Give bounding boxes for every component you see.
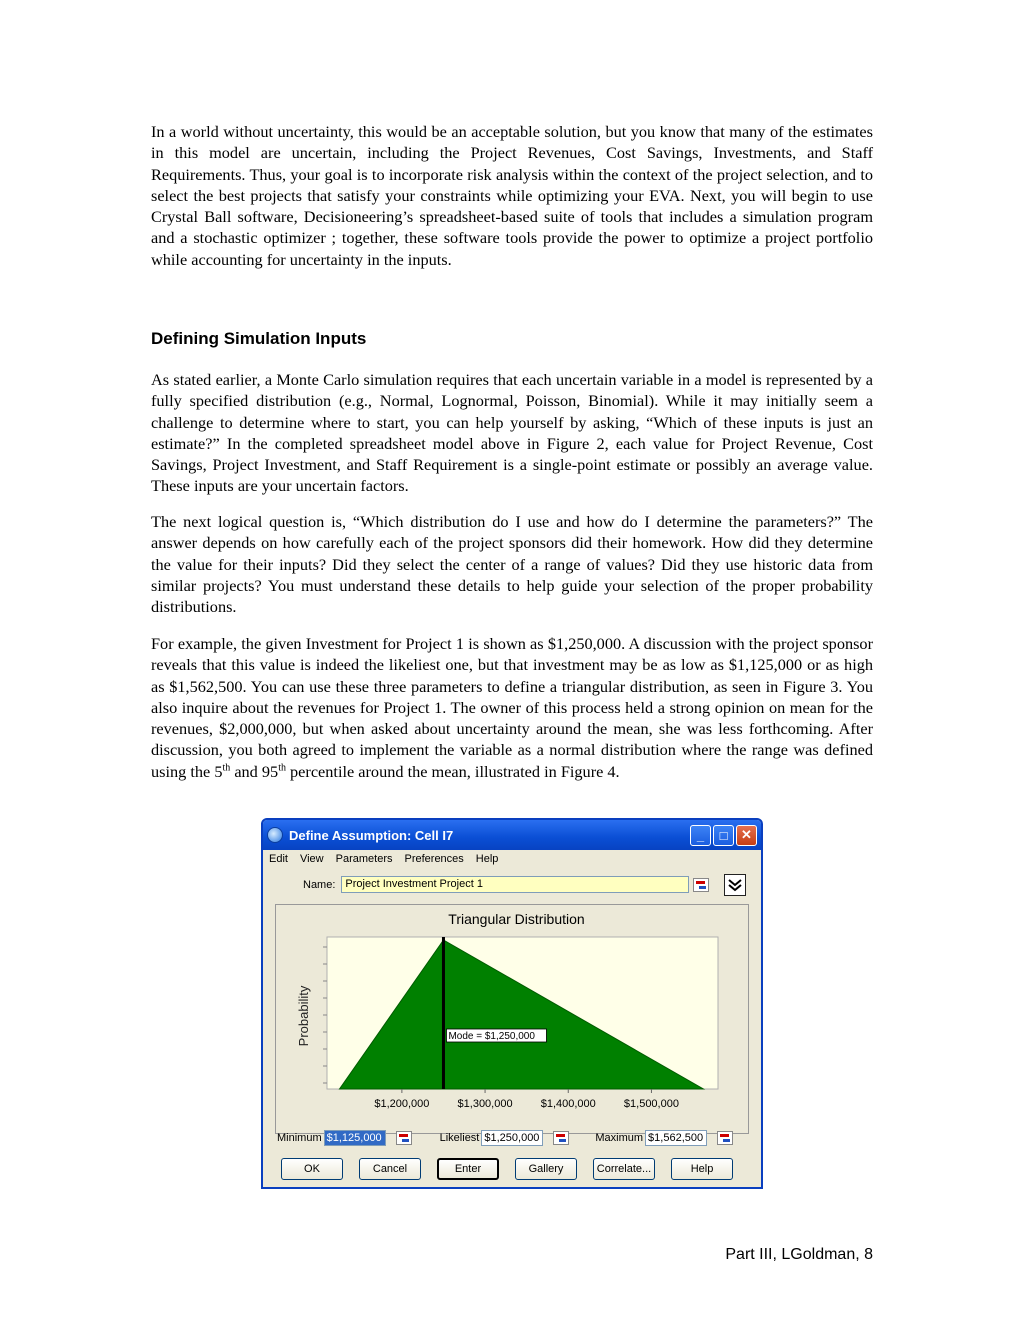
superscript-th-1: th [222,762,231,774]
x-tick-label: $1,500,000 [623,1098,679,1110]
cancel-button[interactable]: Cancel [359,1158,421,1180]
cell-reference-icon[interactable] [693,878,709,892]
y-axis-label: Probability [296,985,311,1047]
menu-bar [263,850,761,868]
menu-view[interactable]: View [299,853,324,865]
x-tick-label: $1,300,000 [457,1098,513,1110]
percentile-5: 5 [214,761,223,781]
percentile-95: and 95 [230,761,279,781]
maximum-input[interactable]: $1,562,500 [645,1130,707,1146]
body-paragraph-2: The next logical question is, “Which distribution do I use and how do I determine the parameters?” The answer depends on how carefully each of the project sponsors did their homework. How did they determine the value for their inputs? Did they select the center of a range of values? Did they use historic data from similar projects? You must understand these details to help guide your selection of the proper probability distributions. [151,512,873,617]
dialog-title: Define Assumption: Cell I7 [289,827,454,843]
x-tick-label: $1,400,000 [540,1098,596,1110]
close-button[interactable]: ✕ [736,825,757,846]
maximum-label: Maximum [595,1132,644,1144]
minimum-input[interactable]: $1,125,000 [324,1130,386,1146]
section-heading: Defining Simulation Inputs [151,329,367,348]
help-button[interactable]: Help [671,1158,733,1180]
menu-preferences[interactable]: Preferences [404,853,464,865]
distribution-chart-panel [275,904,749,1134]
dialog-titlebar [263,820,761,850]
intro-paragraph: In a world without uncertainty, this would be an acceptable solution, but you know that many of the estimates in this model are uncertain, including the Project Revenues, Cost Savings, Investments, and Staff Requirements. Thus, your goal is to incorporate risk analysis within the context of the project selection, and to select the best projects that satisfy your constraints while optimizing your EVA. Next, you will begin to use Crystal Ball software, Decisioneering’s spreadsheet-based suite of tools that includes a simulation program and a stochastic optimizer ; together, these software tools provide the power to optimize a project portfolio while accounting for uncertainty in the inputs. [151,122,873,269]
menu-edit[interactable]: Edit [269,853,288,865]
mode-annotation: Mode = $1,250,000 [448,1031,535,1042]
chevron-down-icon[interactable] [724,874,746,896]
button-row [281,1158,733,1180]
gallery-button[interactable]: Gallery [515,1158,577,1180]
correlate-button[interactable]: Correlate... [593,1158,655,1180]
likeliest-cell-icon[interactable] [553,1131,569,1145]
likeliest-input[interactable]: $1,250,000 [481,1130,543,1146]
body-paragraph-3 [151,633,873,782]
maximize-button[interactable]: □ [713,825,734,846]
x-tick-label: $1,200,000 [374,1098,430,1110]
minimum-label: Minimum [277,1132,322,1144]
likeliest-label: Likeliest [439,1132,480,1144]
name-label: Name: [303,878,336,891]
paragraph-main-text: For example, the given Investment for Project 1 is shown as $1,250,000. A discussion with the project sponsor reveals that this value is indeed the likeliest one, but that investment may be as low as $1,125,000 or as high as $1,562,500. You can use these three parameters to define a triangular distribution, as seen in Figure 3. You also inquire about the revenues for Project 1. The owner of this process held a strong opinion on mean for the revenues, $2,000,000, but when asked about uncertainty around the mean, she was less forthcoming. After discussion, you both agreed to implement the variable as a normal distribution where the range was defined using the [151,634,873,781]
enter-button[interactable]: Enter [437,1158,499,1180]
maximum-group [595,1130,733,1146]
chart-title: Triangular Distribution [448,911,585,927]
app-icon [267,827,283,843]
menu-help[interactable]: Help [475,853,499,865]
minimum-cell-icon[interactable] [396,1131,412,1145]
distribution-chart [276,905,748,1133]
define-assumption-dialog [261,818,763,1189]
body-paragraph-1: As stated earlier, a Monte Carlo simulation requires that each uncertain variable in a model is represented by a fully specified distribution (e.g., Normal, Lognormal, Poisson, Binomial). While it may initially seem a challenge to determine where to start, you can help yourself by asking, “Which of these inputs is just an estimate?” In the completed spreadsheet model above in Figure 2, each value for Project Revenue, Cost Savings, Project Investment, and Staff Requirement is a single-point estimate or possibly an average value. These inputs are your uncertain factors. [151,370,873,496]
minimize-button[interactable]: _ [690,825,711,846]
superscript-th-2: th [278,762,286,774]
paragraph-tail: percentile around the mean, illustrated in Figure 4. [285,761,620,781]
ok-button[interactable]: OK [281,1158,343,1180]
name-input[interactable]: Project Investment Project 1 [341,876,689,893]
likeliest-group [440,1130,570,1146]
name-row [303,876,709,893]
maximum-cell-icon[interactable] [717,1131,733,1145]
menu-parameters[interactable]: Parameters [335,853,393,865]
parameter-row [277,1130,733,1146]
minimum-group [277,1130,412,1146]
page-footer: Part III, LGoldman, 8 [725,1246,873,1263]
